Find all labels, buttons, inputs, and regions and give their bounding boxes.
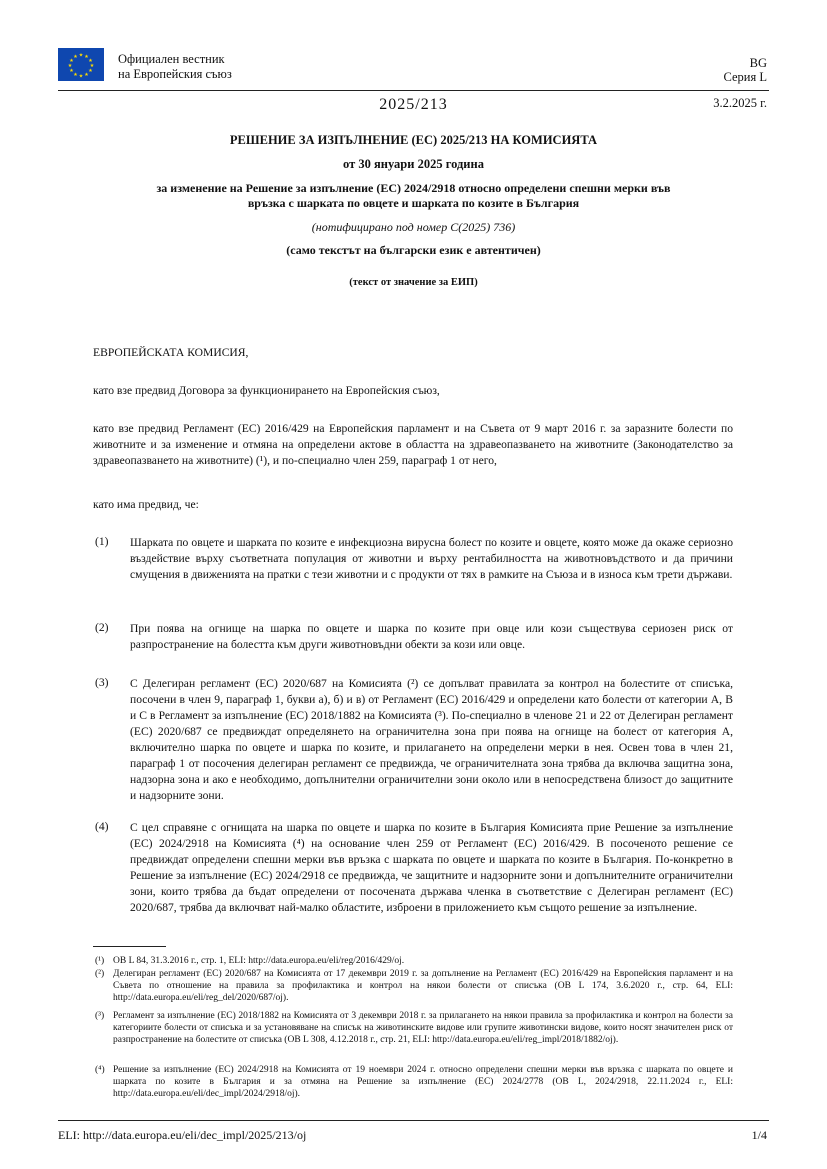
document-number: 2025/213 [379,96,448,113]
svg-text:★: ★ [67,63,73,69]
eea-relevance: (текст от значение за ЕИП) [349,277,478,288]
svg-text:★: ★ [88,68,93,74]
svg-text:★: ★ [78,52,84,59]
svg-text:★: ★ [69,68,74,74]
recital-number: (1) [95,535,109,548]
svg-text:★: ★ [88,58,93,64]
recital-text: С цел справяне с огнищата на шарка по овцете и шарка по козите в България Комисията прие Решение за изпълнение (ЕС) 2024/2918 на Комисията (⁴) на основание член 259 от Регламент (ЕС) 2016/429. В посоченото решение се предвиждат определени спешни мерки във връзка с шарката по овцете и шарката по козите в България. По-конкретно в Решение за изпълнение (ЕС) 2024/2918 се предвижда, че защитните и надзорните зони и допълнителните ограничителни зони, които трябва да бъдат определени от посочената държава членка в съответствие с Делегиран регламент (ЕС) 2020/687, трябва да включват най-малко областите, изброени в приложението към същото решение за изпълнение. [130,821,733,914]
footnote-number: (²) [95,969,105,979]
citation-treaty: като взе предвид Договора за функционирането на Европейския съюз, [93,384,440,397]
recital-text: С Делегиран регламент (ЕС) 2020/687 на Комисията (²) се допълват правилата за контрол на болестите от списъка, посочени в член 9, параграф 1, букви а), б) и в) от Регламент (ЕС) 2016/429 и определени като болести от категории А, В и С в Регламент за изпълнение (ЕС) 2018/1882 на Комисията (³). По-специално в членове 21 и 22 от Делегиран регламент (ЕС) 2020/687 се предвиждат определянето на ограничителна зона при поява на огнище на болест от категория А, включително шарка по овцете и шарка по козите, и прилагането на определени мерки в нея. Освен това в член 21, параграф 1 от посочения делегиран регламент се предвижда, че ограничителната зона трябва да включва защитна зона, надзорна зона и ако е необходимо, допълнителни ограничителни зони около или в непосредствена близост до защитните и надзорните зони. [130,677,733,802]
footnote-number: (⁴) [95,1065,105,1075]
decision-subject: за изменение на Решение за изпълнение (ЕС) 2024/2918 относно определени спешни мерки във връзка с шарката по овцете и шарката по козите в България [156,181,671,210]
recital-number: (2) [95,621,109,634]
header-divider [58,90,769,91]
svg-text:★: ★ [84,54,89,60]
commission-heading: ЕВРОПЕЙСКАТА КОМИСИЯ, [93,346,249,359]
svg-text:★: ★ [73,54,78,60]
journal-title: Официален вестник на Европейския съюз [118,52,232,81]
recital-text: При поява на огнище на шарка по овцете и шарка по козите при овце или кози съществува сериозен риск от разпространение на болестта към други животновъдни обекти за кози или овце. [130,622,733,651]
recital-text: Шарката по овцете и шарката по козите е инфекциозна вирусна болест по козите и овцете, която може да окаже сериозно въздействие върху съответната популация от животни и върху рентабилността на животновъдството и да причини смущения в движенията на пратки с тези животни и с продукти от тях в рамките на Съюза и в износа към трети държави. [130,536,733,581]
svg-text:★: ★ [84,72,89,78]
footnote-divider [93,946,166,947]
whereas-heading: като има предвид, че: [93,498,199,511]
decision-date: от 30 януари 2025 година [343,157,484,171]
language-series: BG Серия L [723,56,767,84]
decision-title: РЕШЕНИЕ ЗА ИЗПЪЛНЕНИЕ (ЕС) 2025/213 НА КОМИСИЯТА [229,133,598,147]
svg-text:★: ★ [73,72,78,78]
svg-text:★: ★ [69,58,74,64]
footnote-text: Регламент за изпълнение (ЕС) 2018/1882 на Комисията от 3 декември 2018 г. за прилагането на някои правила за профилактика и контрол на болести за категориите болести от списъка и за установяване на списък на животинските видове или групите животински видове, които носят значителен риск от разпространение на болестите от списъка (ОВ L 308, 4.12.2018 г., стр. 21, ELI: http://data.europa.eu/eli/reg_impl/2018/1882/oj). [113,1011,733,1045]
footnote-number: (³) [95,1011,105,1021]
svg-text:★: ★ [78,73,84,80]
page-number: 1/4 [751,1128,767,1142]
citation-regulation: като взе предвид Регламент (ЕС) 2016/429 на Европейския парламент и на Съвета от 9 март 2016 г. за заразните болести по животните и за изменение и отмяна на определени актове в областта на здравеопазването на животните (Законодателство за здравеопазването на животните) (¹), и по-специално член 259, параграф 1 от него, [93,422,733,467]
footnote-text: Решение за изпълнение (ЕС) 2024/2918 на Комисията от 19 ноември 2024 г. относно определени спешни мерки във връзка с шарката по овцете и шарката по козите в България и за отмяна на Решение за изпълнение (ЕС) 2024/2778 (ОВ L, 2024/2918, 22.11.2024 г., ELI: http://data.europa.eu/eli/dec_impl/2024/2918/oj). [113,1065,733,1099]
footnote-text: ОВ L 84, 31.3.2016 г., стр. 1, ELI: http://data.europa.eu/eli/reg/2016/429/oj. [113,956,405,966]
eli-link[interactable]: ELI: http://data.europa.eu/eli/dec_impl/2025/213/oj [58,1128,307,1142]
footer-divider [58,1120,769,1121]
authentic-language: (само текстът на български език е автентичен) [286,243,541,257]
svg-text:★: ★ [89,63,95,69]
footnote-number: (¹) [95,956,105,966]
recital-number: (4) [95,820,109,833]
recital-number: (3) [95,676,109,689]
eu-flag-icon [58,48,104,81]
notification-number: (нотифицирано под номер C(2025) 736) [311,220,516,234]
footnote-text: Делегиран регламент (ЕС) 2020/687 на Комисията от 17 декември 2019 г. за допълнение на Регламент (ЕС) 2016/429 на Европейския парламент и на Съвета по отношение на правила за профилактика и контрол на някои болести от списъка (ОВ L 174, 3.6.2020 г., стр. 64, ELI: http://data.europa.eu/eli/reg_del/2020/687/oj). [113,969,733,1003]
publication-date: 3.2.2025 г. [713,96,767,110]
